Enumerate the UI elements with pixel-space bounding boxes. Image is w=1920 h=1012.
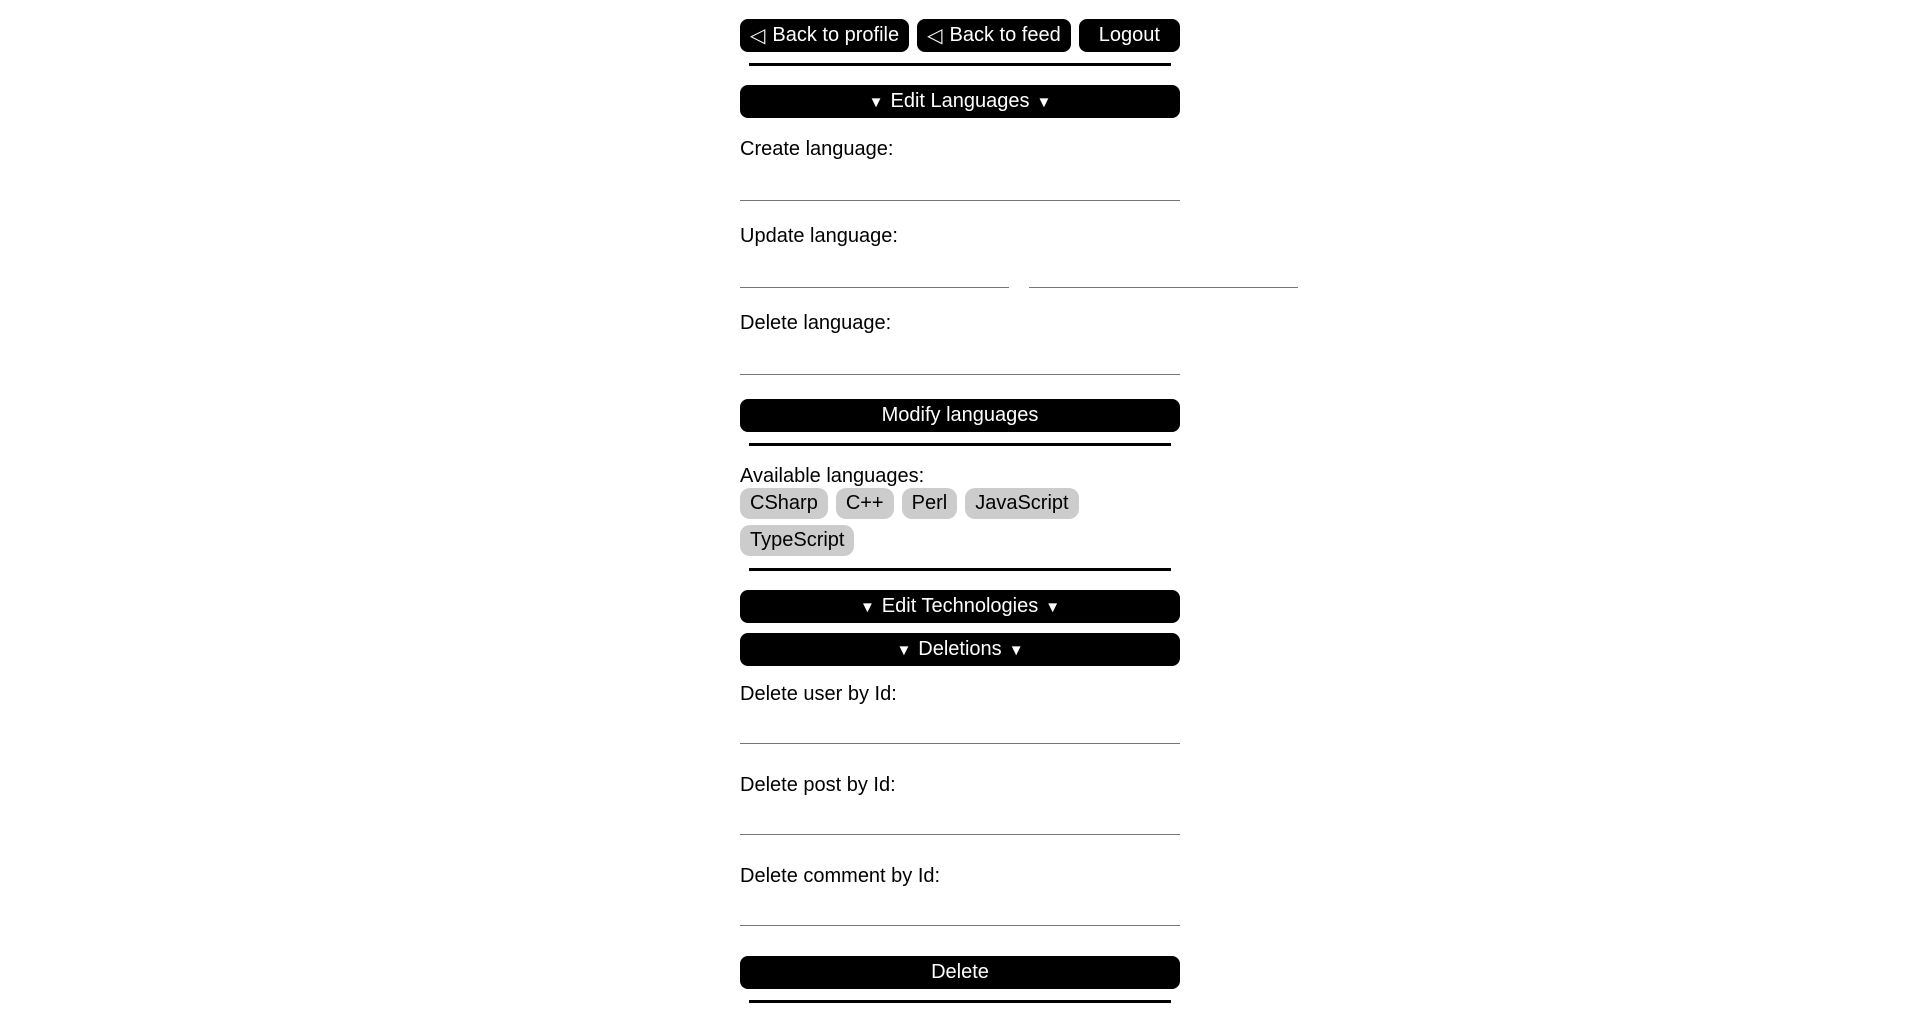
chevron-down-icon: ▼ (859, 599, 875, 616)
topbar (740, 19, 1180, 52)
delete-post-field (740, 774, 1180, 835)
available-languages-label: Available languages: (740, 465, 925, 487)
delete-user-id-input[interactable] (740, 706, 1180, 744)
delete-post-id-input[interactable] (740, 797, 1180, 835)
edit-technologies-toggle[interactable] (740, 590, 1180, 623)
delete-comment-label: Delete comment by Id: (740, 865, 941, 887)
section-divider (749, 1000, 1171, 1003)
edit-languages-label: Edit Languages (890, 90, 1030, 112)
delete-user-field (740, 683, 1180, 744)
chevron-down-icon: ▼ (1036, 94, 1052, 111)
language-chip: TypeScript (740, 525, 854, 556)
update-language-from-input[interactable] (740, 248, 1009, 288)
back-to-profile-button[interactable] (740, 19, 909, 52)
delete-user-label: Delete user by Id: (740, 683, 897, 705)
create-language-input[interactable] (740, 161, 1180, 201)
section-divider (749, 568, 1171, 571)
chevron-down-icon: ▼ (868, 94, 884, 111)
delete-comment-field (740, 865, 1180, 926)
modify-languages-label: Modify languages (881, 404, 1039, 426)
deletions-section (740, 683, 1180, 989)
chevron-down-icon: ▼ (896, 642, 912, 659)
section-divider (749, 443, 1171, 446)
back-arrow-icon: ◁ (750, 24, 766, 47)
create-language-field (740, 138, 1180, 201)
delete-button-label: Delete (931, 961, 989, 983)
update-language-field (740, 225, 1180, 288)
chevron-down-icon: ▼ (1045, 599, 1061, 616)
deletions-label: Deletions (918, 638, 1002, 660)
section-divider (749, 63, 1171, 66)
content-column (740, 0, 1180, 1003)
language-chip: JavaScript (965, 488, 1078, 519)
delete-language-label: Delete language: (740, 312, 892, 334)
back-to-feed-button[interactable] (917, 19, 1071, 52)
language-chip: Perl (902, 488, 958, 519)
delete-language-input[interactable] (740, 335, 1180, 375)
update-language-label: Update language: (740, 225, 898, 247)
delete-language-field (740, 312, 1180, 375)
edit-languages-toggle[interactable] (740, 85, 1180, 118)
delete-button[interactable] (740, 956, 1180, 989)
language-chip: CSharp (740, 488, 828, 519)
chevron-down-icon: ▼ (1008, 642, 1024, 659)
delete-post-label: Delete post by Id: (740, 774, 896, 796)
back-to-feed-label: Back to feed (949, 24, 1061, 46)
logout-button[interactable] (1079, 19, 1180, 52)
delete-comment-id-input[interactable] (740, 888, 1180, 926)
back-to-profile-label: Back to profile (772, 24, 900, 46)
create-language-label: Create language: (740, 138, 894, 160)
back-arrow-icon: ◁ (927, 24, 943, 47)
available-languages-list (740, 488, 1180, 556)
update-language-inputs (740, 248, 1180, 288)
language-chip: C++ (836, 488, 894, 519)
edit-technologies-label: Edit Technologies (881, 595, 1039, 617)
deletions-toggle[interactable] (740, 633, 1180, 666)
logout-label: Logout (1098, 24, 1160, 46)
update-language-to-input[interactable] (1029, 248, 1298, 288)
modify-languages-button[interactable] (740, 399, 1180, 432)
